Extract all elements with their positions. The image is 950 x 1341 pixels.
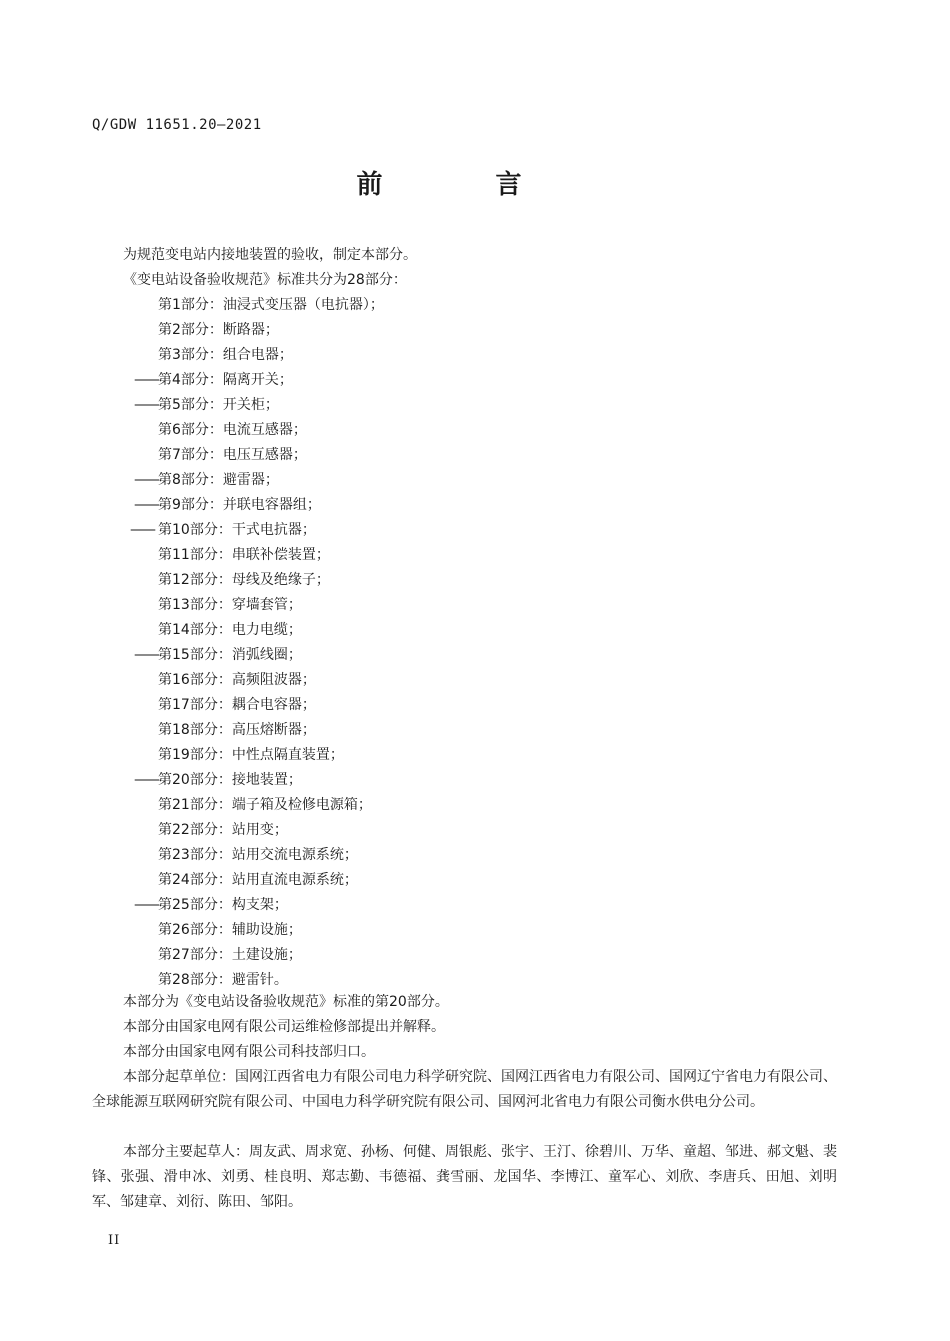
- part-dash: ——: [134, 897, 158, 913]
- part-text: 第19部分：中性点隔直装置；: [158, 747, 344, 763]
- part-text: 第2部分：断路器；: [158, 322, 279, 338]
- part-text: 第16部分：高频阻波器；: [158, 672, 316, 688]
- part-dash: ——: [134, 647, 158, 663]
- part-text: 第24部分：站用直流电源系统；: [158, 872, 358, 888]
- part-text: 第5部分：开关柜；: [158, 397, 279, 413]
- intro-line-2: 《变电站设备验收规范》标准共分为28部分：: [123, 272, 407, 288]
- part-text: 第21部分：端子箱及检修电源箱；: [158, 797, 372, 813]
- part-text: 第7部分：电压互感器；: [158, 447, 307, 463]
- statement-part-number: 本部分为《变电站设备验收规范》标准的第20部分。: [123, 994, 449, 1010]
- part-text: 第9部分：并联电容器组；: [158, 497, 321, 513]
- part-text: 第25部分：构支架；: [158, 897, 288, 913]
- part-text: 第11部分：串联补偿装置；: [158, 547, 330, 563]
- part-text: 第14部分：电力电缆；: [158, 622, 302, 638]
- part-text: 第3部分：组合电器；: [158, 347, 293, 363]
- page-number: II: [108, 1233, 121, 1248]
- part-dash: ——: [134, 497, 158, 513]
- drafting-units: 本部分起草单位：国网江西省电力有限公司电力科学研究院、国网江西省电力有限公司、国网辽宁省电力有限公司、全球能源互联网研究院有限公司、中国电力科学研究院有限公司、国网河北省电力有限公司衡水供电分公司。: [92, 1069, 837, 1110]
- statement-administrator: 本部分由国家电网有限公司科技部归口。: [123, 1044, 375, 1060]
- part-text: 第8部分：避雷器；: [158, 472, 279, 488]
- part-text: 第28部分：避雷针。: [158, 972, 288, 988]
- part-text: 第20部分：接地装置；: [158, 772, 302, 788]
- part-text: 第4部分：隔离开关；: [158, 372, 293, 388]
- drafters: 本部分主要起草人：周友武、周求宽、孙杨、何健、周银彪、张宇、王汀、徐碧川、万华、童超、邹进、郝文魁、裴锋、张强、滑申冰、刘勇、桂良明、郑志勤、韦德福、龚雪丽、龙国华、李博江、童军心、刘欣、李唐兵、田旭、刘明军、邹建章、刘衍、陈田、邹阳。: [92, 1144, 837, 1210]
- part-dash: ——: [134, 772, 158, 788]
- part-text: 第17部分：耦合电容器；: [158, 697, 316, 713]
- part-text: 第15部分：消弧线圈；: [158, 647, 302, 663]
- part-dash: ——: [134, 472, 158, 488]
- part-text: 第23部分：站用交流电源系统；: [158, 847, 358, 863]
- part-dash: ——: [130, 522, 154, 538]
- part-text: 第6部分：电流互感器；: [158, 422, 307, 438]
- page-title: 前 言: [356, 170, 574, 200]
- part-text: 第12部分：母线及绝缘子；: [158, 572, 330, 588]
- part-text: 第27部分：土建设施；: [158, 947, 302, 963]
- part-dash: ——: [134, 397, 158, 413]
- intro-line-1: 为规范变电站内接地装置的验收，制定本部分。: [123, 247, 417, 263]
- part-text: 第22部分：站用变；: [158, 822, 288, 838]
- part-dash: ——: [134, 372, 158, 388]
- part-text: 第1部分：油浸式变压器（电抗器）；: [158, 297, 384, 313]
- part-text: 第18部分：高压熔断器；: [158, 722, 316, 738]
- part-text: 第26部分：辅助设施；: [158, 922, 302, 938]
- part-text: 第13部分：穿墙套管；: [158, 597, 302, 613]
- document-code: Q/GDW 11651.20—2021: [92, 117, 262, 133]
- part-text: 第10部分：干式电抗器；: [158, 522, 316, 538]
- statement-proposer: 本部分由国家电网有限公司运维检修部提出并解释。: [123, 1019, 445, 1035]
